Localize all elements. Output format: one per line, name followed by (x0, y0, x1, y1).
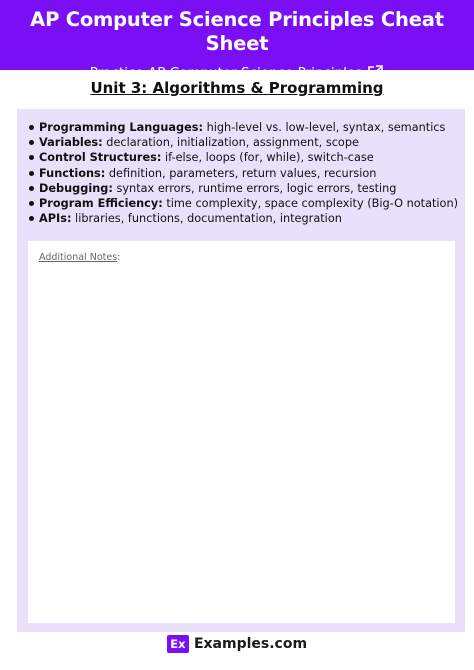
list-item (29, 150, 457, 165)
topic-detail: time complexity, space complexity (Big-O notation) (162, 197, 459, 211)
topic-term: APIs: (39, 212, 72, 226)
notes-area[interactable] (28, 241, 455, 623)
topic-term: Variables: (39, 136, 103, 150)
notes-label-suffix: : (117, 252, 121, 263)
unit-title: Unit 3: Algorithms & Programming (90, 79, 384, 97)
topic-detail: declaration, initialization, assignment, scope (102, 136, 359, 150)
notes-label-text: Additional Notes (39, 252, 118, 263)
topic-term: Program Efficiency: (39, 197, 163, 211)
list-item (29, 120, 457, 135)
brand-name[interactable]: Examples.com (193, 636, 308, 652)
list-item (29, 196, 457, 211)
practice-link-text[interactable]: Practice AP Computer Science Principles (89, 65, 363, 81)
topic-term: Programming Languages: (39, 121, 203, 134)
topic-term: Debugging: (39, 181, 113, 195)
footer (0, 634, 474, 654)
page-title: AP Computer Science Principles Cheat Sheet (30, 8, 444, 55)
notes-label (39, 252, 120, 263)
list-item (29, 135, 457, 150)
topic-term: Functions: (39, 166, 106, 180)
topic-term: Control Structures: (39, 151, 162, 165)
topic-detail: high-level vs. low-level, syntax, semantics (202, 121, 446, 134)
list-item (29, 211, 457, 226)
topic-detail: definition, parameters, return values, recursion (105, 166, 377, 180)
examples-logo-icon[interactable]: Ex (167, 635, 189, 653)
list-item (29, 166, 457, 181)
content-panel (17, 109, 465, 632)
topic-detail: libraries, functions, documentation, integration (71, 212, 342, 226)
header-banner (0, 0, 474, 81)
topic-detail: if-else, loops (for, while), switch-case (161, 151, 374, 165)
topic-list (29, 120, 457, 226)
list-item (29, 181, 457, 196)
topic-detail: syntax errors, runtime errors, logic errors, testing (112, 181, 397, 195)
